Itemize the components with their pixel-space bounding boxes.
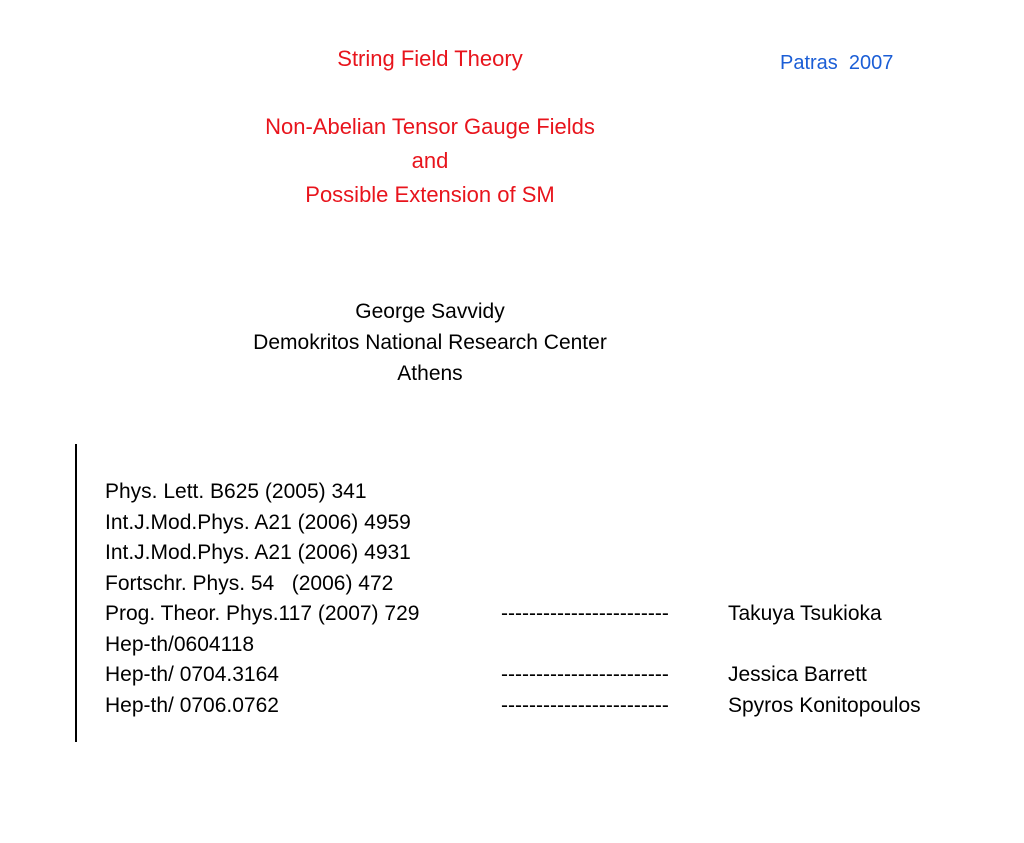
reference-list [105,477,985,721]
reference-collaborator: Jessica Barrett [728,663,867,686]
reference-citation: Fortschr. Phys. 54 (2006) 472 [105,571,394,595]
reference-collaborator: Takuya Tsukioka [728,602,882,625]
title-line-4: Possible Extension of SM [305,182,555,207]
reference-row [105,660,985,691]
venue-label: Patras 2007 [780,52,894,74]
reference-row [105,569,985,600]
reference-row [105,538,985,569]
reference-dashes: ------------------------ [501,602,669,625]
author-block [200,296,660,389]
author-name: George Savvidy [355,300,505,323]
title-line-2: Non-Abelian Tensor Gauge Fields [265,114,595,139]
reference-row [105,691,985,722]
reference-citation: Phys. Lett. B625 (2005) 341 [105,480,367,503]
reference-row [105,477,985,508]
reference-citation: Int.J.Mod.Phys. A21 (2006) 4931 [105,541,411,564]
author-city: Athens [397,362,463,385]
reference-row [105,508,985,539]
reference-citation: Int.J.Mod.Phys. A21 (2006) 4959 [105,510,411,534]
title-line-3: and [411,148,449,173]
reference-citation: Hep-th/ 0704.3164 [105,663,279,686]
vertical-divider [75,444,77,742]
reference-citation: Hep-th/ 0706.0762 [105,693,279,717]
slide-title [180,42,680,212]
reference-row [105,630,985,661]
reference-citation: Hep-th/0604118 [105,632,255,656]
reference-dashes: ------------------------ [501,663,669,686]
title-line-1: String Field Theory [337,46,523,71]
reference-dashes: ------------------------ [501,693,669,717]
title-spacer [180,76,680,110]
reference-row [105,599,985,630]
author-institution: Demokritos National Research Center [253,331,607,354]
reference-citation: Prog. Theor. Phys.117 (2007) 729 [105,602,420,625]
reference-collaborator: Spyros Konitopoulos [728,693,921,717]
